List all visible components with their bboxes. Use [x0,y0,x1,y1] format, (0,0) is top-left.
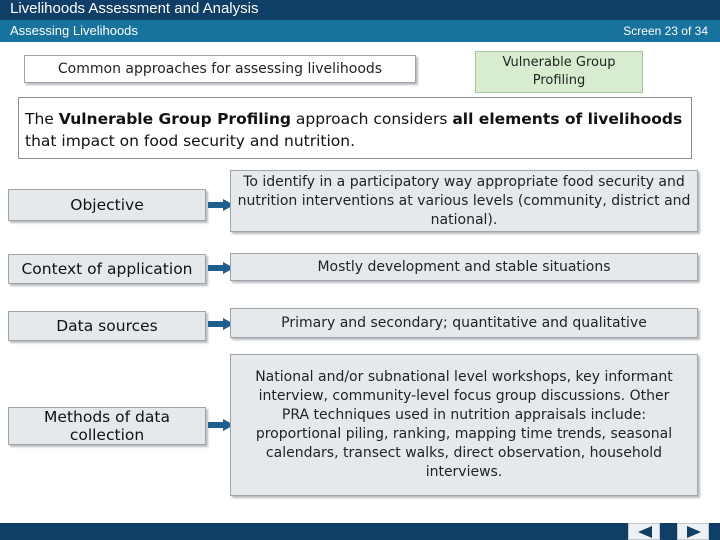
vulnerable-group-profiling-tab[interactable] [475,51,643,93]
data-sources-description: Primary and secondary; quantitative and qualitative [230,308,698,338]
tab-label: Vulnerable Group Profiling [502,55,616,88]
footer-bar [0,523,720,540]
section-bar [0,20,720,42]
next-button[interactable] [677,523,709,540]
approach-name: Vulnerable Group Profiling [58,110,291,128]
next-triangle-icon [687,526,701,538]
back-triangle-icon [638,526,652,538]
back-button[interactable] [628,523,660,540]
objective-label: Objective [8,189,206,221]
intro-text: The Vulnerable Group Profiling approach considers all elements of livelihoods that impact on food security and nutrition. [18,97,692,159]
objective-description: To identify in a participatory way appropriate food security and nutrition interventions at various levels (community, district and national). [230,170,698,232]
common-approaches-button[interactable]: Common approaches for assessing livelihoods [24,55,416,83]
context-label: Context of application [8,254,206,284]
methods-description: National and/or subnational level workshops, key informant interview, community-level focus group discussions. Other PRA techniques used in nutrition appraisals include: proportional piling, ranking, mapping time trends, seasonal calendars, transect walks, direct observation, household interviews. [230,354,698,496]
context-description: Mostly development and stable situations [230,253,698,281]
screen-counter: Screen 23 of 34 [623,24,708,38]
methods-label: Methods of data collection [8,407,206,445]
emphasis: all elements of livelihoods [452,110,683,128]
title-bar [0,0,720,20]
course-title: Livelihoods Assessment and Analysis [10,0,259,17]
data-sources-label: Data sources [8,311,206,341]
section-title: Assessing Livelihoods [10,23,138,38]
